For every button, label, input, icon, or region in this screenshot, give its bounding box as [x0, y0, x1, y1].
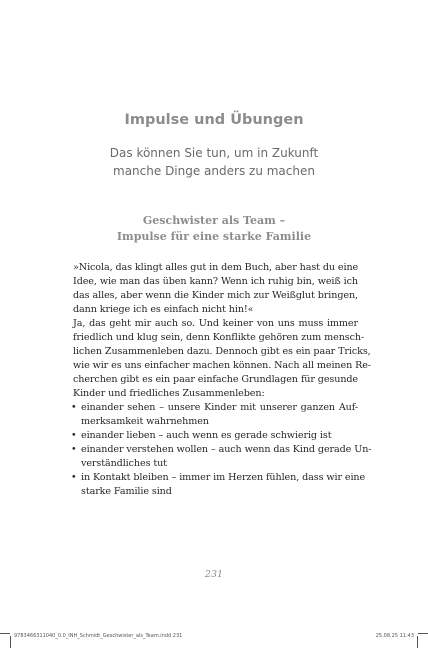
body-line: Kinder und friedliches Zusammenleben: [73, 388, 265, 399]
crop-mark [0, 633, 10, 634]
section-title-line-2: Impulse für eine starke Familie [116, 230, 312, 243]
chapter-title: Impulse und Übungen [124, 112, 304, 128]
crop-mark [10, 636, 11, 648]
chapter-subtitle-line-2: manche Dinge anders zu machen [113, 164, 315, 178]
body-line: Idee, wie man das üben kann? Wenn ich ruhig bin, weiß ich [73, 276, 358, 287]
body-line: friedlich und klug sein, denn Konflikte gehören zum mensch- [73, 332, 365, 343]
body-line: »Nicola, das klingt alles gut in dem Buch, aber hast du eine [73, 262, 359, 273]
bullet-line: merksamkeit wahrnehmen [81, 416, 209, 427]
bullet-line: einander sehen – unsere Kinder mit unserer ganzen Auf- [81, 402, 358, 413]
body-line: Ja, das geht mir auch so. Und keiner von uns muss immer [73, 318, 358, 329]
bullet-symbol: • [71, 402, 77, 413]
bullet-line: einander verstehen wollen – auch wenn das Kind gerade Un- [81, 444, 372, 455]
body-line: lichen Zusammenleben dazu. Dennoch gibt es ein paar Tricks, [73, 346, 371, 357]
section-title-line-1: Geschwister als Team – [142, 214, 286, 227]
bullet-line: starke Familie sind [81, 486, 172, 497]
footer-filename: 9783466311040_0.0_INH_Schmidt_Geschwister_als_Team.indd 231 [14, 633, 183, 639]
body-line: cherchen gibt es ein paar einfache Grundlagen für gesunde [73, 374, 359, 385]
bullet-line: einander lieben – auch wenn es gerade schwierig ist [81, 430, 332, 441]
bullet-symbol: • [71, 472, 77, 483]
body-line: dann kriege ich es einfach nicht hin!« [73, 304, 254, 315]
body-line: das alles, aber wenn die Kinder mich zur Weißglut bringen, [73, 290, 358, 301]
bullet-line: in Kontakt bleiben – immer im Herzen fühlen, dass wir eine [81, 472, 366, 483]
bullet-line: verständliches tut [81, 458, 167, 469]
chapter-subtitle-line-1: Das können Sie tun, um in Zukunft [109, 146, 319, 160]
footer-timestamp: 25.08.25 11:43 [375, 633, 414, 639]
body-line: wie wir es uns einfacher machen können. Nach all meinen Re- [73, 360, 371, 371]
bullet-symbol: • [71, 444, 77, 455]
bullet-symbol: • [71, 430, 77, 441]
crop-mark [418, 633, 428, 634]
crop-mark [417, 636, 418, 648]
page-number: 231 [204, 569, 224, 580]
